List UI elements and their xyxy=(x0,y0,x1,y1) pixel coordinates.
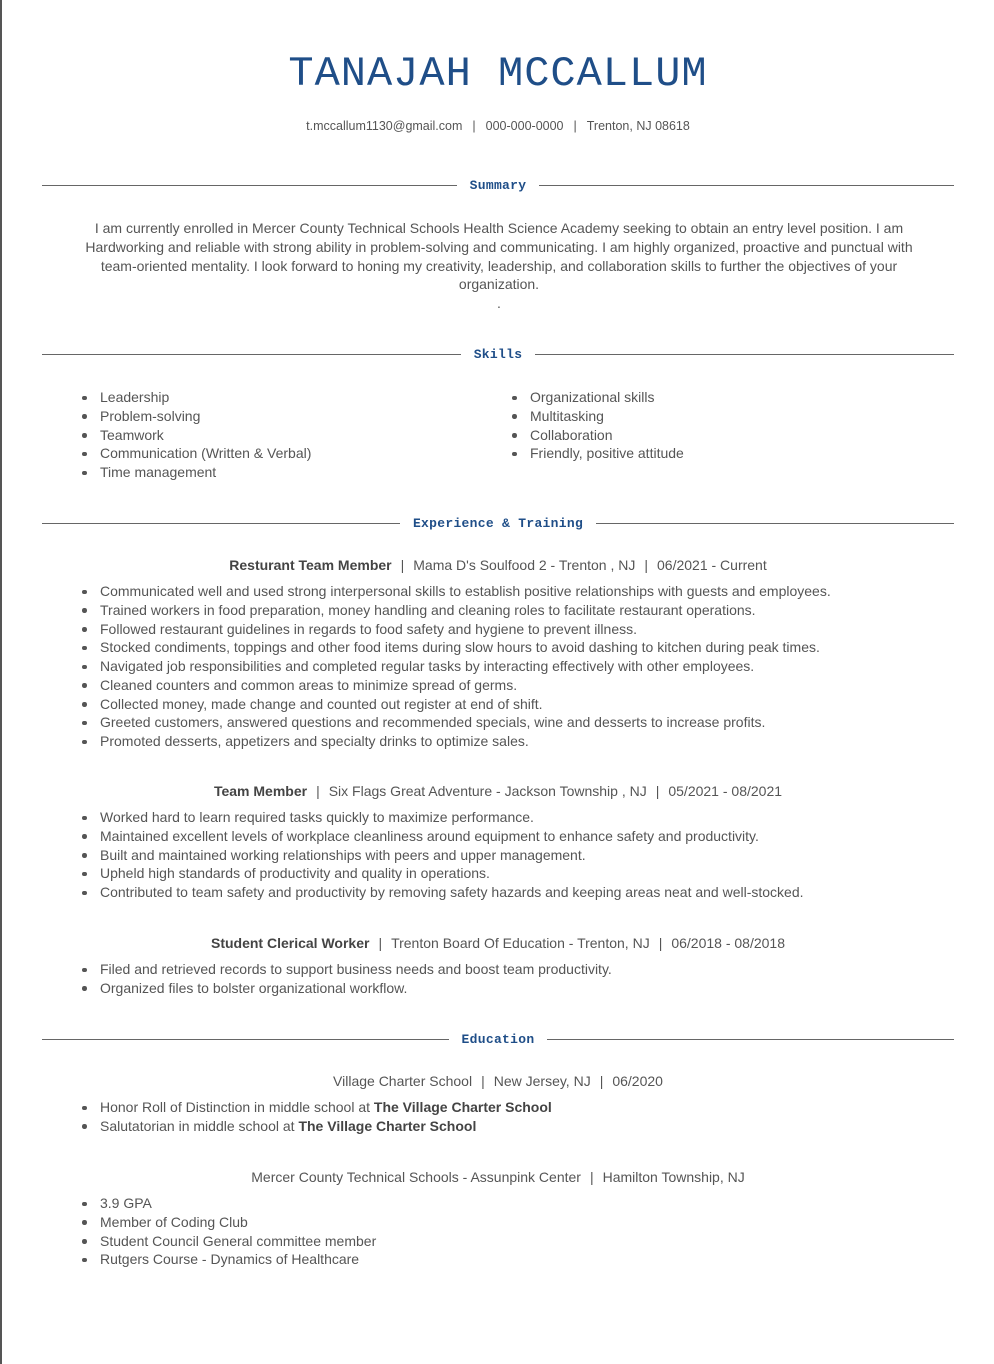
skill-item: Teamwork xyxy=(80,426,311,445)
email[interactable]: t.mccallum1130@gmail.com xyxy=(306,119,463,133)
skill-item: Problem-solving xyxy=(80,407,311,426)
education-heading xyxy=(42,1029,954,1049)
job-company: Mama D's Soulfood 2 - Trenton , NJ xyxy=(413,557,636,573)
job-bullet: Upheld high standards of productivity and quality in operations. xyxy=(80,864,804,883)
job-bullet: Promoted desserts, appetizers and specialty drinks to optimize sales. xyxy=(80,732,831,751)
school-location: Hamilton Township, NJ xyxy=(602,1169,745,1185)
summary-trailing: . xyxy=(497,295,501,312)
summary-title: Summary xyxy=(469,177,527,193)
job-bullet: Communicated well and used strong interpersonal skills to establish positive relationships with guests and employees. xyxy=(80,582,831,601)
skills-title: Skills xyxy=(473,346,523,362)
job-dates: 05/2021 - 08/2021 xyxy=(668,783,783,799)
school-bullet: Member of Coding Club xyxy=(80,1213,376,1232)
school-date: 06/2020 xyxy=(612,1073,663,1089)
job-role: Student Clerical Worker xyxy=(210,935,370,951)
school-bullet: 3.9 GPA xyxy=(80,1194,376,1213)
job-bullet: Navigated job responsibilities and completed regular tasks by interacting effectively with other employees. xyxy=(80,657,831,676)
job-bullet: Organized files to bolster organizational workflow. xyxy=(80,979,612,998)
school-bullet: Student Council General committee member xyxy=(80,1232,376,1251)
job-bullet: Filed and retrieved records to support business needs and boost team productivity. xyxy=(80,960,612,979)
school-location: New Jersey, NJ xyxy=(493,1073,591,1089)
skill-item: Friendly, positive attitude xyxy=(510,444,684,463)
skill-item: Collaboration xyxy=(510,426,684,445)
contact-line: t.mccallum1130@gmail.com | 000-000-0000 | Trenton, NJ 08618 xyxy=(306,119,690,133)
job-role: Resturant Team Member xyxy=(229,557,392,573)
skills-list-right xyxy=(510,388,684,463)
skill-item: Communication (Written & Verbal) xyxy=(80,444,311,463)
skill-item: Time management xyxy=(80,463,311,482)
job-bullet: Greeted customers, answered questions and recommended specials, wine and desserts to increase profits. xyxy=(80,713,831,732)
experience-heading xyxy=(42,513,954,533)
experience-title: Experience & Training xyxy=(412,515,584,531)
job-bullet: Cleaned counters and common areas to minimize spread of germs. xyxy=(80,676,831,695)
school-header: Mercer County Technical Schools - Assunpink Center | Hamilton Township, NJ xyxy=(251,1169,745,1185)
school-bullets xyxy=(80,1194,376,1269)
summary-text xyxy=(68,219,930,312)
skill-item: Multitasking xyxy=(510,407,684,426)
job-role: Team Member xyxy=(213,783,308,799)
location: Trenton, NJ 08618 xyxy=(586,119,690,133)
job-dates: 06/2021 - Current xyxy=(657,557,767,573)
job-header: Student Clerical Worker | Trenton Board Of Education - Trenton, NJ | 06/2018 - 08/2018 xyxy=(210,935,785,951)
school-name: Mercer County Technical Schools - Assunpink Center xyxy=(251,1169,581,1185)
school-header: Village Charter School | New Jersey, NJ | 06/2020 xyxy=(333,1073,663,1089)
school-bullets xyxy=(80,1098,552,1136)
job-header: Resturant Team Member | Mama D's Soulfood 2 - Trenton , NJ | 06/2021 - Current xyxy=(229,557,767,573)
job-bullets xyxy=(80,808,804,902)
phone: 000-000-0000 xyxy=(485,119,564,133)
job-bullets xyxy=(80,582,831,751)
job-bullets xyxy=(80,960,612,998)
job-header: Team Member | Six Flags Great Adventure - Jackson Township , NJ | 05/2021 - 08/2021 xyxy=(213,783,783,799)
job-company: Six Flags Great Adventure - Jackson Township , NJ xyxy=(328,783,647,799)
job-bullet: Maintained excellent levels of workplace cleanliness around equipment to enhance safety and productivity. xyxy=(80,827,804,846)
education-title: Education xyxy=(461,1031,535,1047)
job-bullet: Trained workers in food preparation, money handling and cleaning roles to facilitate restaurant operations. xyxy=(80,601,831,620)
school-bullet: Rutgers Course - Dynamics of Healthcare xyxy=(80,1250,376,1269)
job-bullet: Worked hard to learn required tasks quickly to maximize performance. xyxy=(80,808,804,827)
job-bullet: Contributed to team safety and productivity by removing safety hazards and keeping areas neat and well-stocked. xyxy=(80,883,804,902)
job-dates: 06/2018 - 08/2018 xyxy=(671,935,785,951)
candidate-name: TANAJAH MCCALLUM xyxy=(288,50,708,98)
school-bullet: Honor Roll of Distinction in middle school at The Village Charter School xyxy=(80,1098,552,1117)
job-bullet: Followed restaurant guidelines in regards to food safety and hygiene to prevent illness. xyxy=(80,620,831,639)
job-bullet: Built and maintained working relationships with peers and upper management. xyxy=(80,846,804,865)
skill-item: Organizational skills xyxy=(510,388,684,407)
skills-list-left xyxy=(80,388,311,482)
school-bullet: Salutatorian in middle school at The Village Charter School xyxy=(80,1117,552,1136)
job-bullet: Collected money, made change and counted out register at end of shift. xyxy=(80,695,831,714)
school-name: Village Charter School xyxy=(333,1073,473,1089)
job-company: Trenton Board Of Education - Trenton, NJ xyxy=(391,935,650,951)
skills-heading xyxy=(42,344,954,364)
summary-paragraph: I am currently enrolled in Mercer County Technical Schools Health Science Academy seeking to obtain an entry level position. I am Hardworking and reliable with strong ability in problem-solving and communicating. I am highly organized, proactive and punctual with team-oriented mentality. I look forward to honing my creativity, leadership, and collaboration skills to further the objectives of your organization. xyxy=(85,220,913,293)
summary-heading xyxy=(42,175,954,195)
job-bullet: Stocked condiments, toppings and other food items during slow hours to avoid dashing to kitchen during peak times. xyxy=(80,638,831,657)
skill-item: Leadership xyxy=(80,388,311,407)
